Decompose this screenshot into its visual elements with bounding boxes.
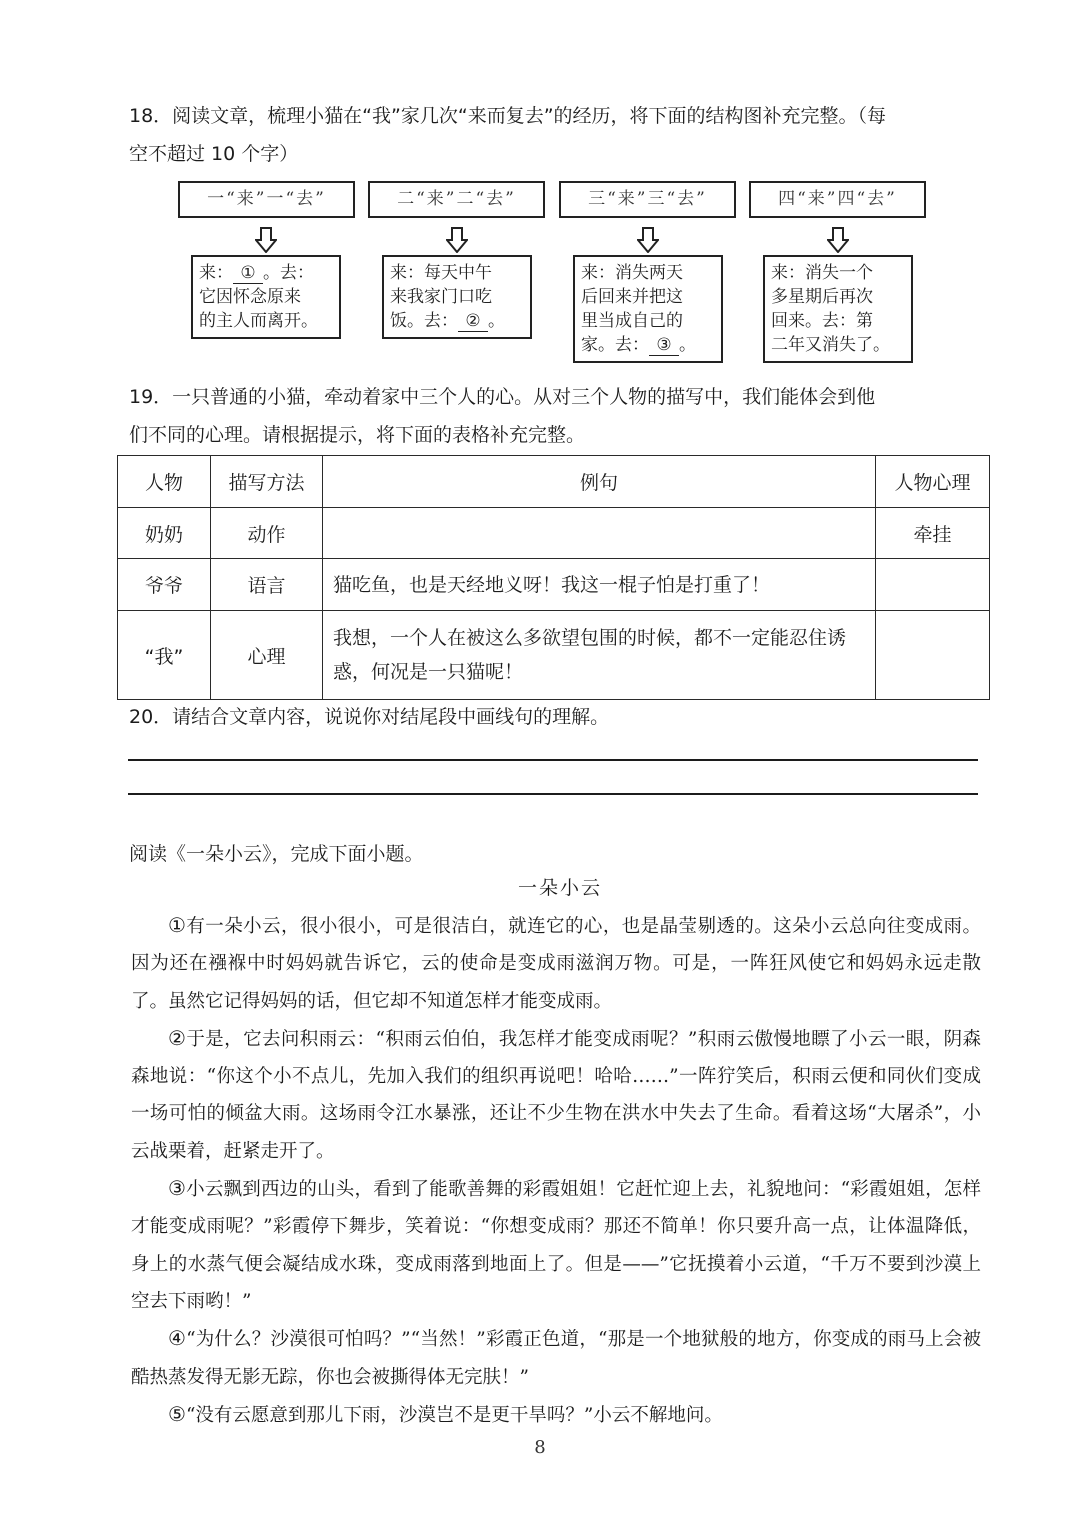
character-table [117, 455, 990, 700]
paragraph-text: 小云飘到西边的山头，看到了能歌善舞的彩霞姐姐！它赶忙迎上去，礼貌地问：“彩霞姐姐，怎样才能变成雨呢？”彩霞停下舞步，笑着说：“你想变成雨？那还不简单！你只要升高一点，让体温降低，身上的水蒸气便会凝结成水珠，变成雨落到地面上了。但是——”它抚摸着小云道，“千万不要到沙漠上空去下雨哟！” [131, 1179, 981, 1312]
down-arrow-icon [637, 227, 659, 253]
down-arrow-icon [827, 227, 849, 253]
paragraph-text: “没有云愿意到那儿下雨，沙漠岂不是更干旱吗？”小云不解地问。 [185, 1404, 723, 1426]
cell-character: “我” [118, 611, 211, 700]
q20-prompt: 20．请结合文章内容，说说你对结尾段中画线句的理解。 [129, 706, 610, 728]
stage-2-box [382, 255, 532, 339]
header-example: 例句 [323, 456, 876, 508]
paragraph-3 [131, 1170, 981, 1320]
stage-1-title: 一“来”一“去” [178, 181, 355, 218]
table-row [118, 508, 990, 559]
paragraph-number: ③ [168, 1176, 187, 1201]
down-arrow-icon [446, 227, 468, 253]
cell-character: 爷爷 [118, 559, 211, 611]
cell-example: 我想，一个人在被这么多欲望包围的时候，都不一定能忍住诱惑，何况是一只猫呢！ [323, 611, 876, 700]
blank-2[interactable]: ② [458, 311, 488, 332]
cell-example: 猫吃鱼，也是天经地义呀！我这一棍子怕是打重了！ [323, 559, 876, 611]
page-number: 8 [534, 1437, 546, 1458]
down-arrow-icon [255, 227, 277, 253]
paragraph-text: 于是，它去问积雨云：“积雨云伯伯，我怎样才能变成雨呢？”积雨云傲慢地瞟了小云一眼，阴森森地说：“你这个小不点儿，先加入我们的组织再说吧！哈哈……”一阵狞笑后，积雨云便和同伙们变成一场可怕的倾盆大雨。这场雨令江水暴涨，还让不少生物在洪水中失去了生命。看着这场“大屠杀”，小云战栗着，赶紧走开了。 [131, 1028, 981, 1162]
stage-4-text: 回来。去：第 [771, 311, 873, 331]
header-psychology: 人物心理 [876, 456, 990, 508]
stage-1-box [191, 255, 341, 339]
stage-3-text: 后回来并把这 [581, 287, 683, 307]
stage-4-text: 多星期后再次 [771, 287, 873, 307]
passage-body [131, 907, 981, 1434]
stage-2-text: 。 [488, 311, 505, 331]
header-method: 描写方法 [211, 456, 323, 508]
stage-3-text: 来：消失两天 [581, 263, 683, 283]
paragraph-1 [131, 907, 981, 1020]
stage-2-text: 来我家门口吃 [390, 287, 492, 307]
cell-character: 奶奶 [118, 508, 211, 559]
stage-3-text: 里当成自己的 [581, 311, 683, 331]
stage-1-text: 。去： [263, 263, 314, 283]
cell-method: 语言 [211, 559, 323, 611]
paragraph-5 [131, 1396, 981, 1434]
paragraph-2 [131, 1020, 981, 1170]
stage-3-text: 家。去： [581, 335, 649, 355]
stage-2-text: 来：每天中午 [390, 263, 492, 283]
cell-method: 心理 [211, 611, 323, 700]
q19-prompt-line-1: 19．一只普通的小猫，牵动着家中三个人的心。从对三个人物的描写中，我们能体会到他 [129, 386, 876, 408]
stage-1-text: 它因怀念原来 [199, 287, 301, 307]
stage-4-text: 来：消失一个 [771, 263, 873, 283]
header-character: 人物 [118, 456, 211, 508]
table-row [118, 611, 990, 700]
paragraph-number: ④ [168, 1326, 187, 1351]
blank-1[interactable]: ① [233, 263, 263, 284]
stage-2-title: 二“来”二“去” [368, 181, 545, 218]
stage-4-box [763, 255, 913, 363]
table-header-row [118, 456, 990, 508]
q19-prompt-line-2: 们不同的心理。请根据提示，将下面的表格补充完整。 [129, 424, 586, 446]
stage-1-text: 的主人而离开。 [199, 311, 318, 331]
blank-3[interactable]: ③ [649, 335, 679, 356]
paragraph-4 [131, 1320, 981, 1396]
paragraph-text: “为什么？沙漠很可怕吗？”“当然！”彩霞正色道，“那是一个地狱般的地方，你变成的雨马上会被酷热蒸发得无影无踪，你也会被撕得体无完肤！” [131, 1329, 981, 1388]
q18-prompt-line-1: 18．阅读文章，梳理小猫在“我”家几次“来而复去”的经历，将下面的结构图补充完整。（每 [129, 105, 887, 127]
cell-method: 动作 [211, 508, 323, 559]
paragraph-number: ① [168, 913, 187, 937]
stage-3-title: 三“来”三“去” [559, 181, 736, 218]
table-row [118, 559, 990, 611]
stage-4-title: 四“来”四“去” [749, 181, 926, 218]
reading-intro: 阅读《一朵小云》，完成下面小题。 [129, 843, 424, 865]
cell-psychology-blank[interactable] [876, 611, 990, 700]
stage-3-box [573, 255, 723, 363]
answer-line-2[interactable] [128, 793, 978, 795]
cell-psychology-blank[interactable] [876, 559, 990, 611]
stage-3-text: 。 [679, 335, 696, 355]
paragraph-text: 有一朵小云，很小很小，可是很洁白，就连它的心，也是晶莹剔透的。这朵小云总向往变成雨。因为还在襁褓中时妈妈就告诉它，云的使命是变成雨滋润万物。可是，一阵狂风使它和妈妈永远走散了。虽然它记得妈妈的话，但它却不知道怎样才能变成雨。 [131, 916, 981, 1012]
stage-1-text: 来： [199, 263, 233, 283]
cell-psychology: 牵挂 [876, 508, 990, 559]
paragraph-number: ② [168, 1025, 187, 1050]
stage-2-text: 饭。去： [390, 311, 458, 331]
q18-prompt-line-2: 空不超过 10 个字） [129, 143, 299, 165]
paragraph-number: ⑤ [168, 1401, 186, 1426]
cell-example-blank[interactable] [323, 508, 876, 559]
stage-4-text: 二年又消失了。 [771, 335, 890, 355]
passage-title: 一朵小云 [517, 877, 602, 899]
answer-line-1[interactable] [128, 759, 978, 761]
